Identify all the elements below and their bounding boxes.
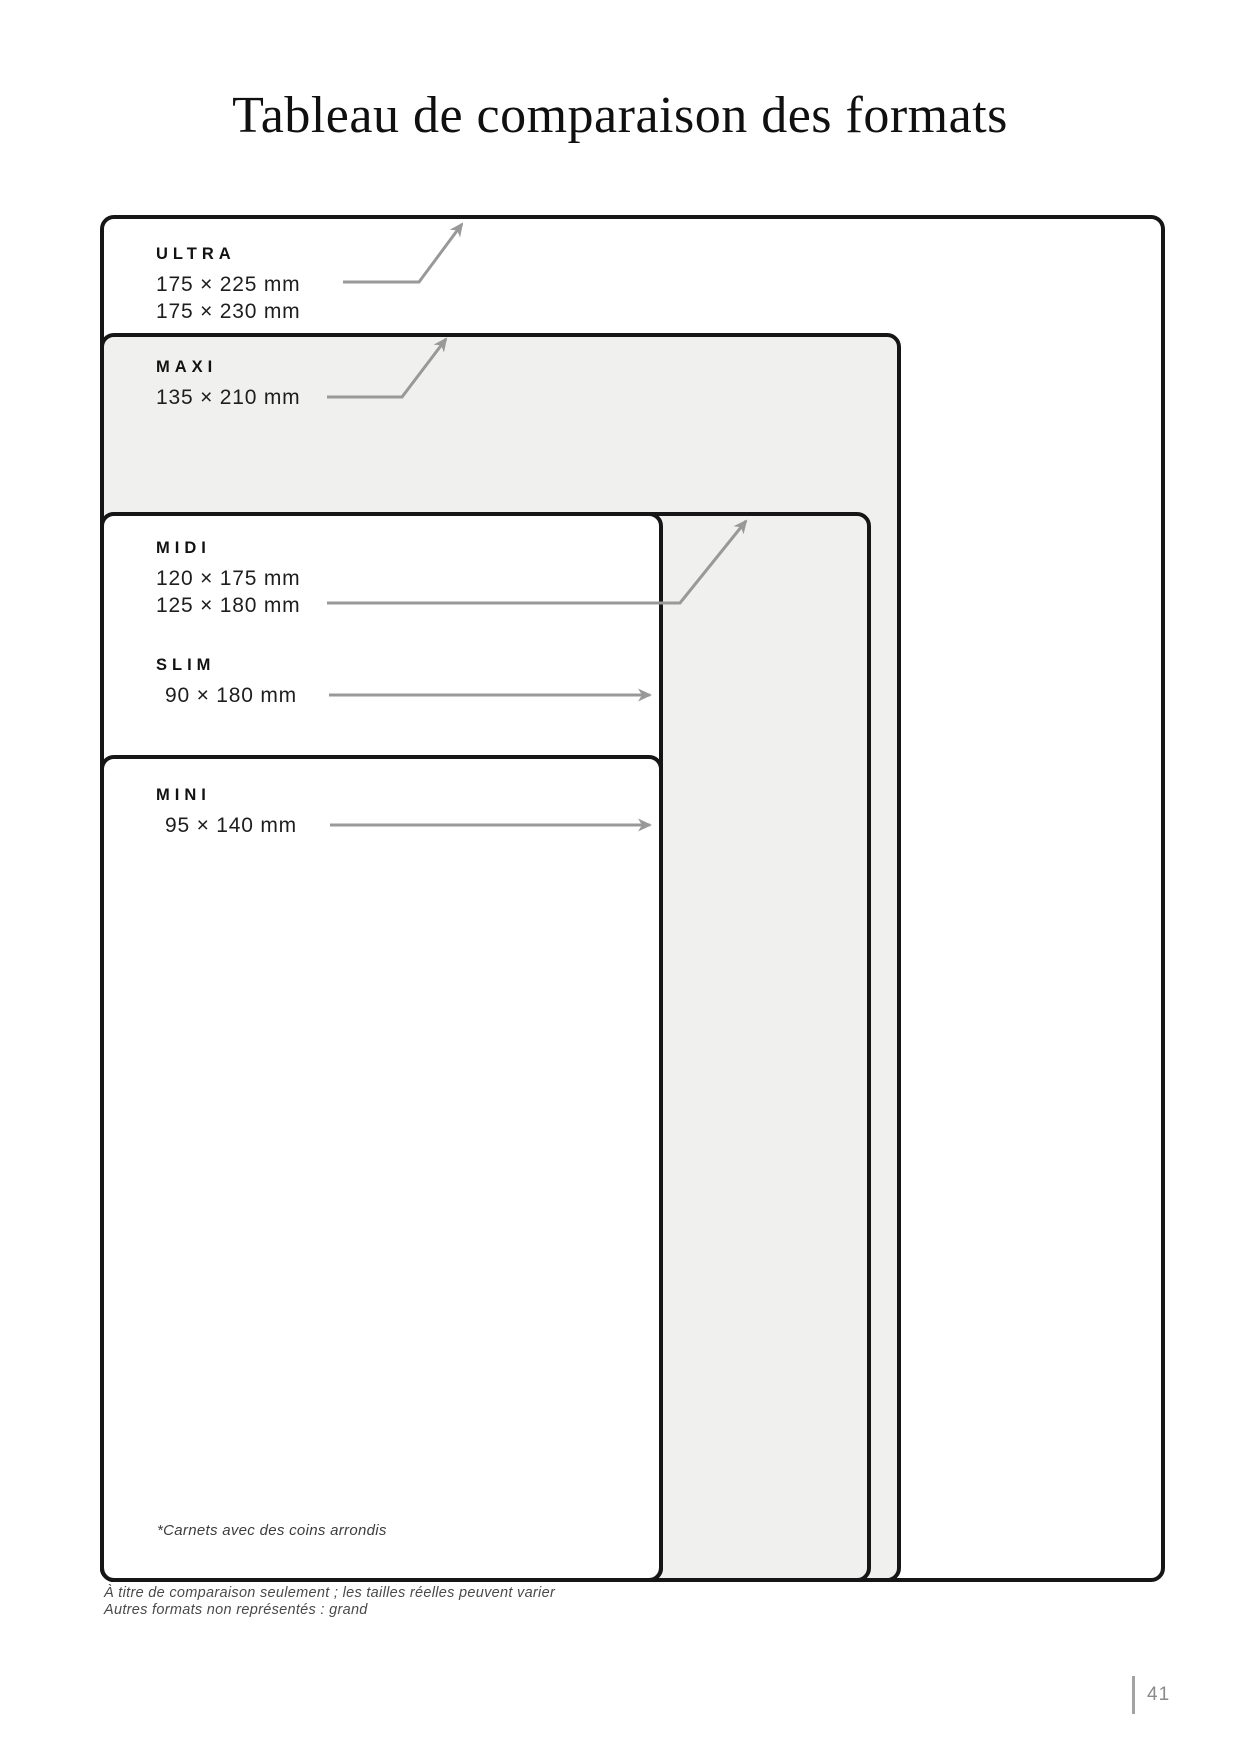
ultra-size-1: 175 × 225 mm [156, 273, 301, 296]
slim-label: SLIM [156, 656, 216, 674]
page-number: 41 [1147, 1684, 1171, 1705]
midi-pointer-arrow [327, 521, 746, 603]
mini-label-block [156, 786, 297, 839]
other-formats-note: Autres formats non représentés : grand [104, 1602, 368, 1618]
slim-label-block [156, 656, 297, 709]
rounded-corners-note: *Carnets avec des coins arrondis [157, 1522, 387, 1539]
page-title: Tableau de comparaison des formats [232, 87, 1008, 144]
maxi-pointer-arrow [327, 339, 446, 397]
midi-label: MIDI [156, 539, 211, 557]
maxi-label: MAXI [156, 358, 218, 376]
mini-label: MINI [156, 786, 211, 804]
ultra-label: ULTRA [156, 245, 236, 263]
ultra-label-block [156, 245, 300, 325]
page-number-block [1132, 1676, 1170, 1714]
page-number-divider [1132, 1676, 1135, 1714]
midi-size-2: 125 × 180 mm [156, 594, 301, 617]
maxi-label-block [156, 358, 300, 411]
ultra-pointer-arrow [343, 224, 462, 282]
slim-size-1: 90 × 180 mm [165, 684, 297, 707]
mini-size-1: 95 × 140 mm [165, 814, 297, 837]
maxi-size-1: 135 × 210 mm [156, 386, 301, 409]
ultra-size-2: 175 × 230 mm [156, 300, 301, 323]
comparison-note: À titre de comparaison seulement ; les tailles réelles peuvent varier [104, 1585, 556, 1601]
midi-size-1: 120 × 175 mm [156, 567, 301, 590]
bottom-notes [104, 1585, 555, 1619]
midi-label-block [156, 539, 300, 619]
